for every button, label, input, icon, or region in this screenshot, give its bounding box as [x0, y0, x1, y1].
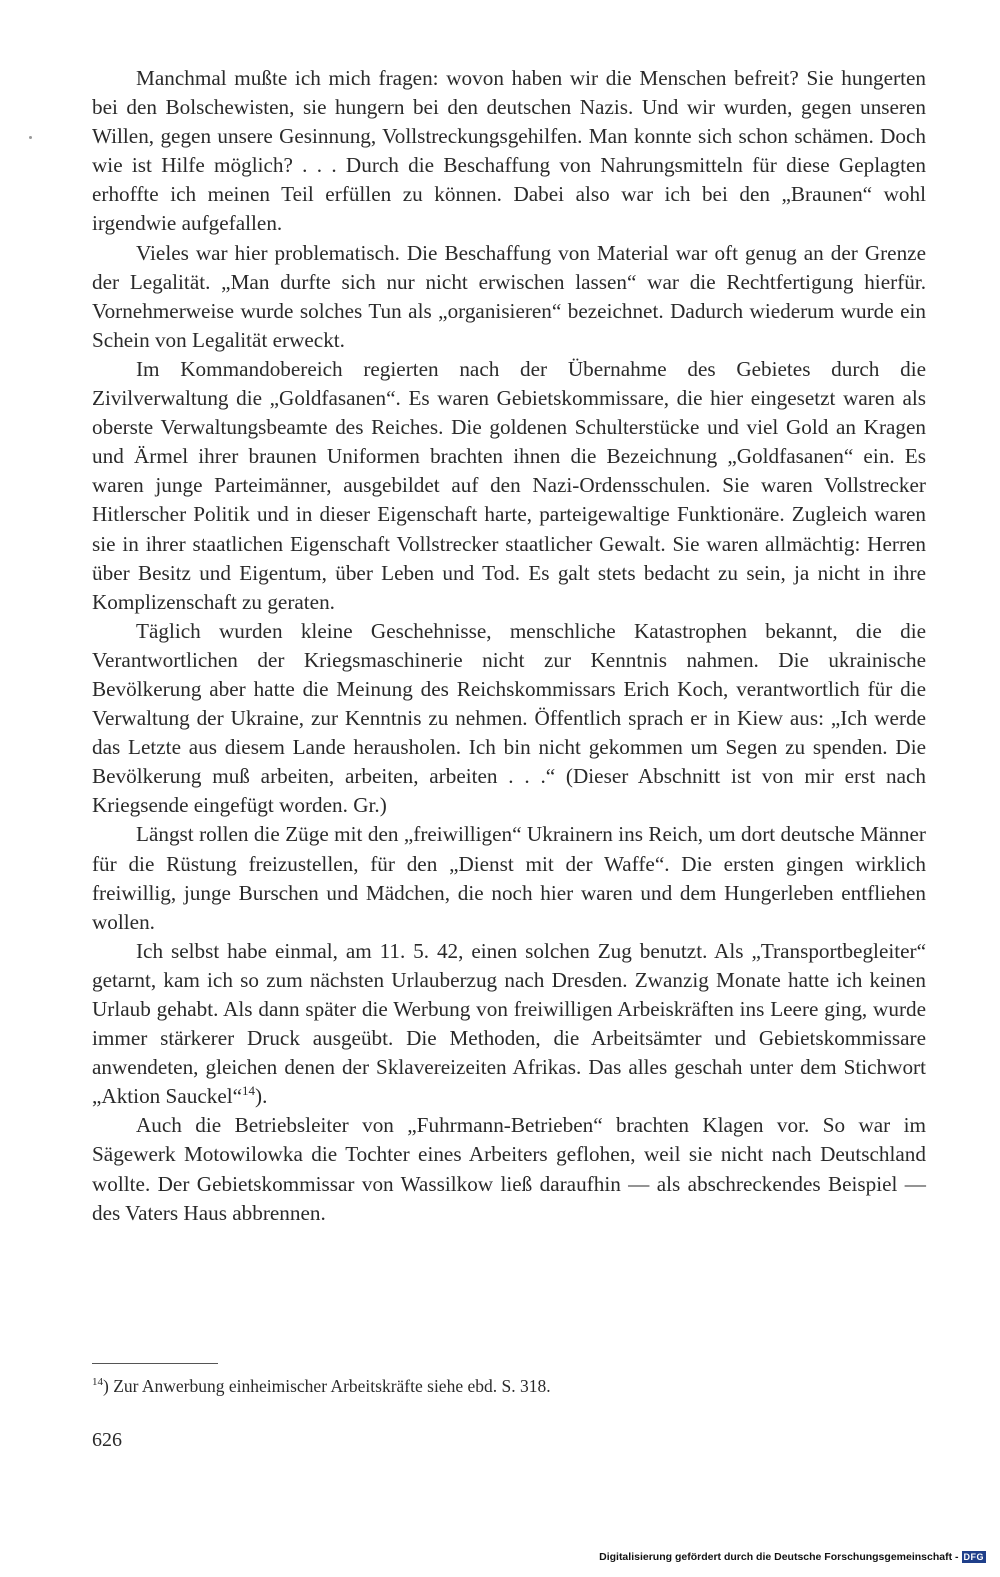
footnote-reference: 14: [242, 1083, 256, 1099]
paragraph-3: Im Kommandobereich regierten nach der Übernahme des Gebietes durch die Zivilverwaltung die „Goldfasanen“. Es waren Gebietskommissare, die hier eingesetzt waren als oberste Verwaltungsbeamte des Reiches. Die goldenen Schulterstücke und viel Gold an Kragen und Ärmel ihrer braunen Uniformen brachten ihnen die Bezeichnung „Goldfasanen“ ein. Es waren junge Parteimänner, ausgebildet auf den Nazi-Ordensschulen. Sie waren Vollstrecker Hitlerscher Politik und in dieser Eigenschaft harte, parteigewaltige Funktionäre. Zugleich waren sie in ihrer staatlichen Eigenschaft Vollstrecker staatlicher Gewalt. Sie waren allmächtig: Herren über Besitz und Eigentum, über Leben und Tod. Es galt stets bedacht zu sein, ja nicht in ihre Komplizenschaft zu geraten.: [92, 356, 926, 614]
footnote-rule: [92, 1363, 218, 1364]
dfg-logo: DFG: [963, 1552, 984, 1562]
paragraph-7: Auch die Betriebsleiter von „Fuhrmann-Betrieben“ brachten Klagen vor. So war im Sägewerk Motowilowka die Tochter eines Arbeiters geflohen, weil sie nicht nach Deutschland wollte. Der Gebietskommissar von Wassilkow ließ daraufhin — als abschreckendes Beispiel — des Vaters Haus abbrennen.: [92, 1113, 926, 1225]
credit-text: Digitalisierung gefördert durch die Deutsche Forschungsgemeinschaft -: [599, 1551, 959, 1563]
paragraph-5: Längst rollen die Züge mit den „freiwilligen“ Ukrainern ins Reich, um dort deutsche Männer für die Rüstung freizustellen, für den „Dienst mit der Waffe“. Die ersten gingen wirklich freiwillig, junge Burschen und Mädchen, die noch hier waren und dem Hungerleben entfliehen wollen.: [92, 822, 926, 934]
footnote-marker: 14: [92, 1376, 103, 1389]
paragraph-6: [92, 937, 926, 1112]
page-body: [92, 64, 926, 1228]
paragraph-4: Täglich wurden kleine Geschehnisse, menschliche Katastrophen bekannt, die die Verantwortlichen der Kriegsmaschinerie nicht zur Kenntnis nahmen. Die ukrainische Bevölkerung aber hatte die Meinung des Reichskommissars Erich Koch, verantwortlich für die Verwaltung der Ukraine, zur Kenntnis zu nehmen. Öffentlich sprach er in Kiew aus: „Ich werde das Letzte aus diesem Lande herausholen. Ich bin nicht gekommen um Segen zu spenden. Die Bevölkerung muß arbeiten, arbeiten, arbeiten . . .“ (Dieser Abschnitt ist von mir erst nach Kriegsende eingefügt worden. Gr.): [92, 618, 926, 818]
paragraph-6-tail: ).: [255, 1084, 268, 1109]
paragraph-1: Manchmal mußte ich mich fragen: wovon haben wir die Menschen befreit? Sie hungerten bei den Bolschewisten, sie hungern bei den deutschen Nazis. Und wir wurden, gegen unseren Willen, gegen unsere Gesinnung, Vollstreckungsgehilfen. Man konnte sich schon schämen. Doch wie ist Hilfe möglich? . . . Durch die Beschaffung von Nahrungsmitteln für diese Geplagten erhoffte ich meinen Teil erfüllen zu können. Dabei also war ich bei den „Braunen“ wohl irgendwie aufgefallen.: [92, 66, 926, 236]
scan-speck: [29, 136, 32, 139]
page-number: 626: [92, 1429, 122, 1451]
paragraph-6-text: Ich selbst habe einmal, am 11. 5. 42, einen solchen Zug benutzt. Als „Transportbegleiter“ getarnt, kam ich so zum nächsten Urlauberzug nach Dresden. Zwanzig Monate hatte ich keinen Urlaub gehabt. Als dann später die Werbung von freiwilligen Arbeiskräften ins Leere ging, wurde immer stärkerer Druck ausgeübt. Die Methoden, die Arbeitsämter und Gebietskommissare anwendeten, gleichen denen der Sklavereizeiten Afrikas. Das alles geschah unter dem Stichwort „Aktion Sauckel“: [92, 938, 926, 1109]
footnote: [92, 1374, 926, 1398]
paragraph-2: Vieles war hier problematisch. Die Beschaffung von Material war oft genug an der Grenze der Legalität. „Man durfte sich nur nicht erwischen lassen“ war die Rechtfertigung hierfür. Vornehmerweise wurde solches Tun als „organisieren“ bezeichnet. Dadurch wiederum wurde ein Schein von Legalität erweckt.: [92, 240, 926, 352]
footnote-text: Zur Anwerbung einheimischer Arbeitskräfte siehe ebd. S. 318.: [108, 1376, 551, 1396]
digitization-credit: [599, 1551, 986, 1563]
footnote-marker-close: ): [103, 1376, 109, 1396]
